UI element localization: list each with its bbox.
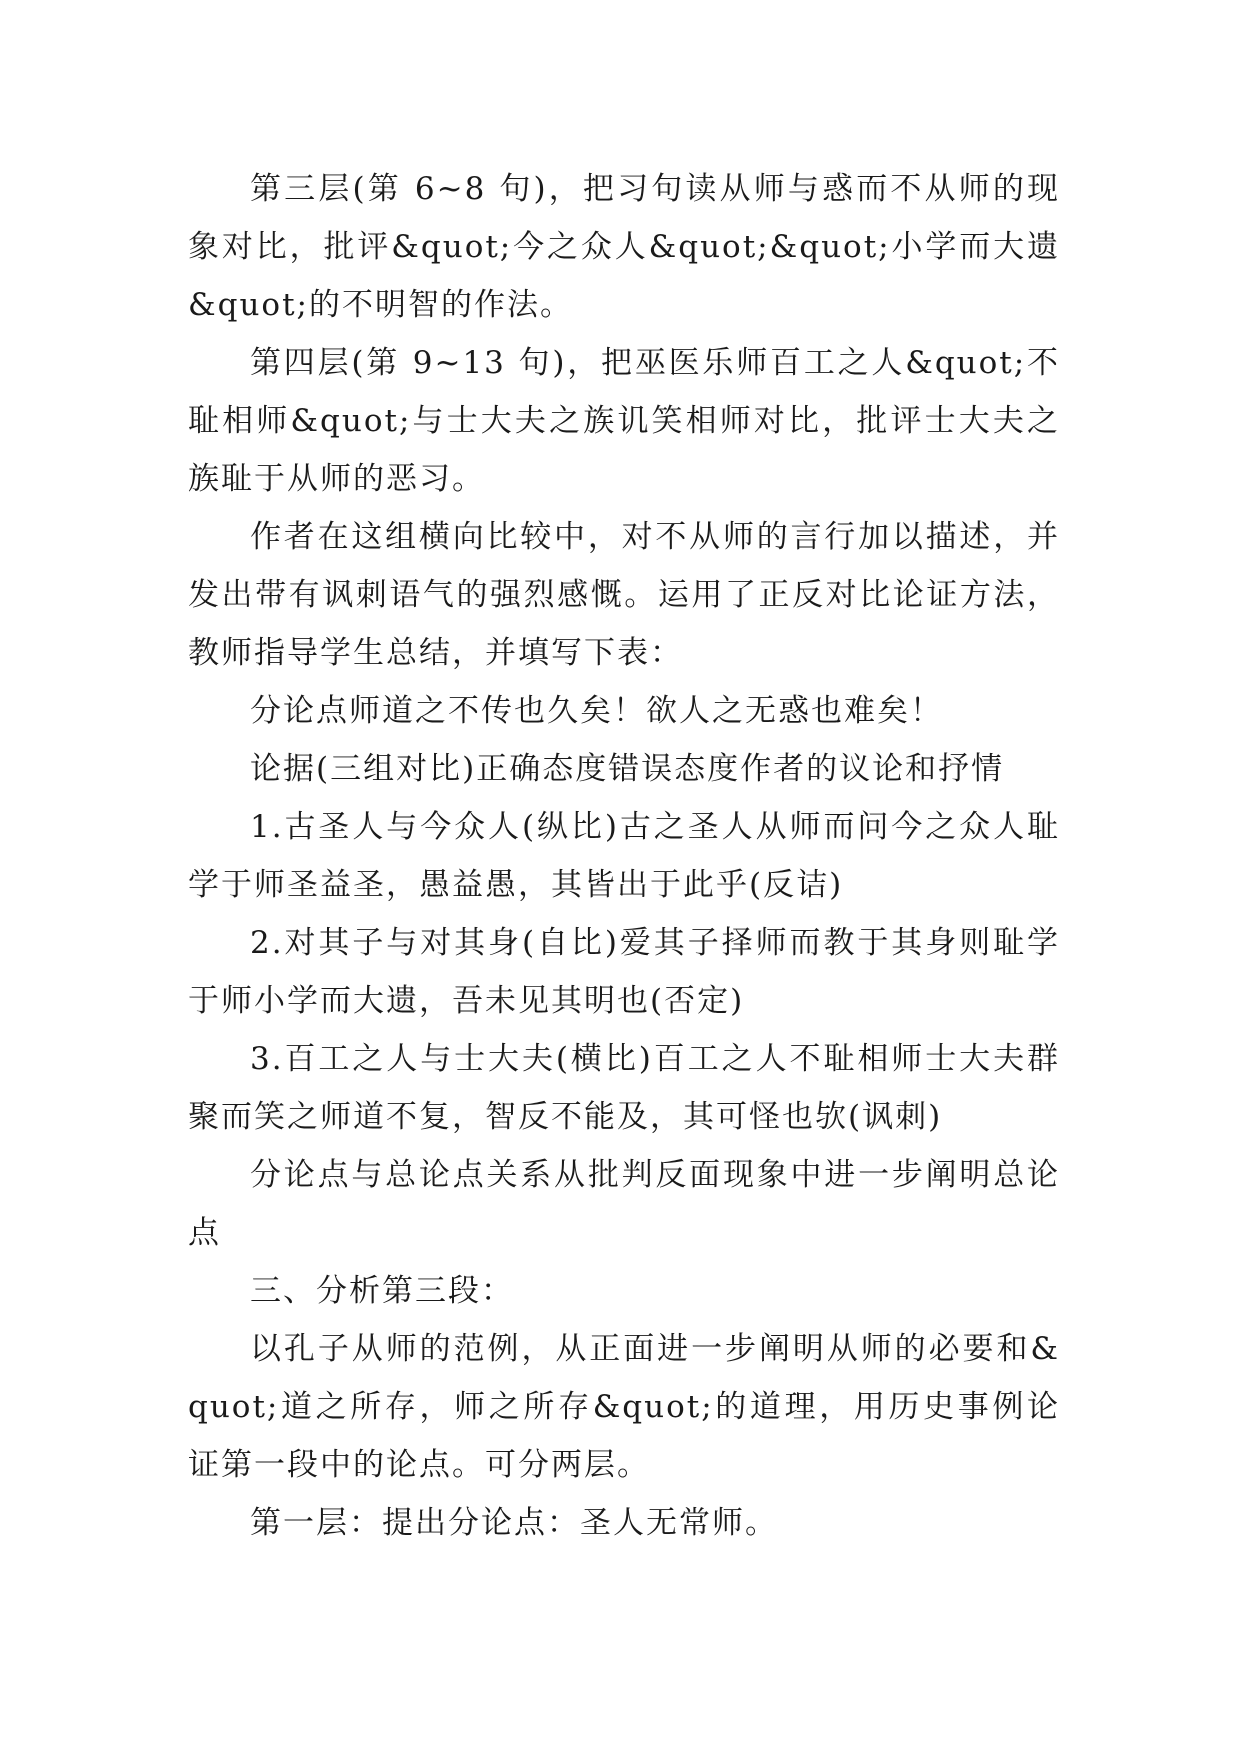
paragraph-comparison-1: 1.古圣人与今众人(纵比)古之圣人从师而问今之众人耻学于师圣益圣，愚益愚，其皆出于此乎(反诘) [188, 809, 1060, 903]
section-heading-third-paragraph: 三、分析第三段： [250, 1273, 514, 1309]
paragraph-comparison-3: 3.百工之人与士大夫(横比)百工之人不耻相师士大夫群聚而笑之师道不复，智反不能及，其可怪也欤(讽刺) [188, 1041, 1060, 1135]
paragraph-evidence-header: 论据(三组对比)正确态度错误态度作者的议论和抒情 [250, 751, 1005, 787]
paragraph-layer-four: 第四层(第 9~13 句)，把巫医乐师百工之人&quot;不耻相师&quot;与士大夫之族讥笑相师对比，批评士大夫之族耻于从师的恶习。 [188, 345, 1060, 497]
paragraph-author-comparison: 作者在这组横向比较中，对不从师的言行加以描述，并发出带有讽刺语气的强烈感慨。运用了正反对比论证方法，教师指导学生总结，并填写下表： [188, 519, 1060, 671]
paragraph-confucius-example: 以孔子从师的范例，从正面进一步阐明从师的必要和&quot;道之所存，师之所存&quot;的道理，用历史事例论证第一段中的论点。可分两层。 [188, 1331, 1060, 1483]
document-body [188, 160, 1060, 1552]
paragraph-layer-three: 第三层(第 6~8 句)，把习句读从师与惑而不从师的现象对比，批评&quot;今之众人&quot;&quot;小学而大遗&quot;的不明智的作法。 [188, 171, 1060, 323]
paragraph-layer-one: 第一层：提出分论点：圣人无常师。 [250, 1505, 778, 1541]
paragraph-argument-relation: 分论点与总论点关系从批判反面现象中进一步阐明总论点 [188, 1157, 1060, 1251]
paragraph-sub-argument: 分论点师道之不传也久矣！欲人之无惑也难矣！ [250, 693, 943, 729]
paragraph-comparison-2: 2.对其子与对其身(自比)爱其子择师而教于其身则耻学于师小学而大遗，吾未见其明也(否定) [188, 925, 1060, 1019]
